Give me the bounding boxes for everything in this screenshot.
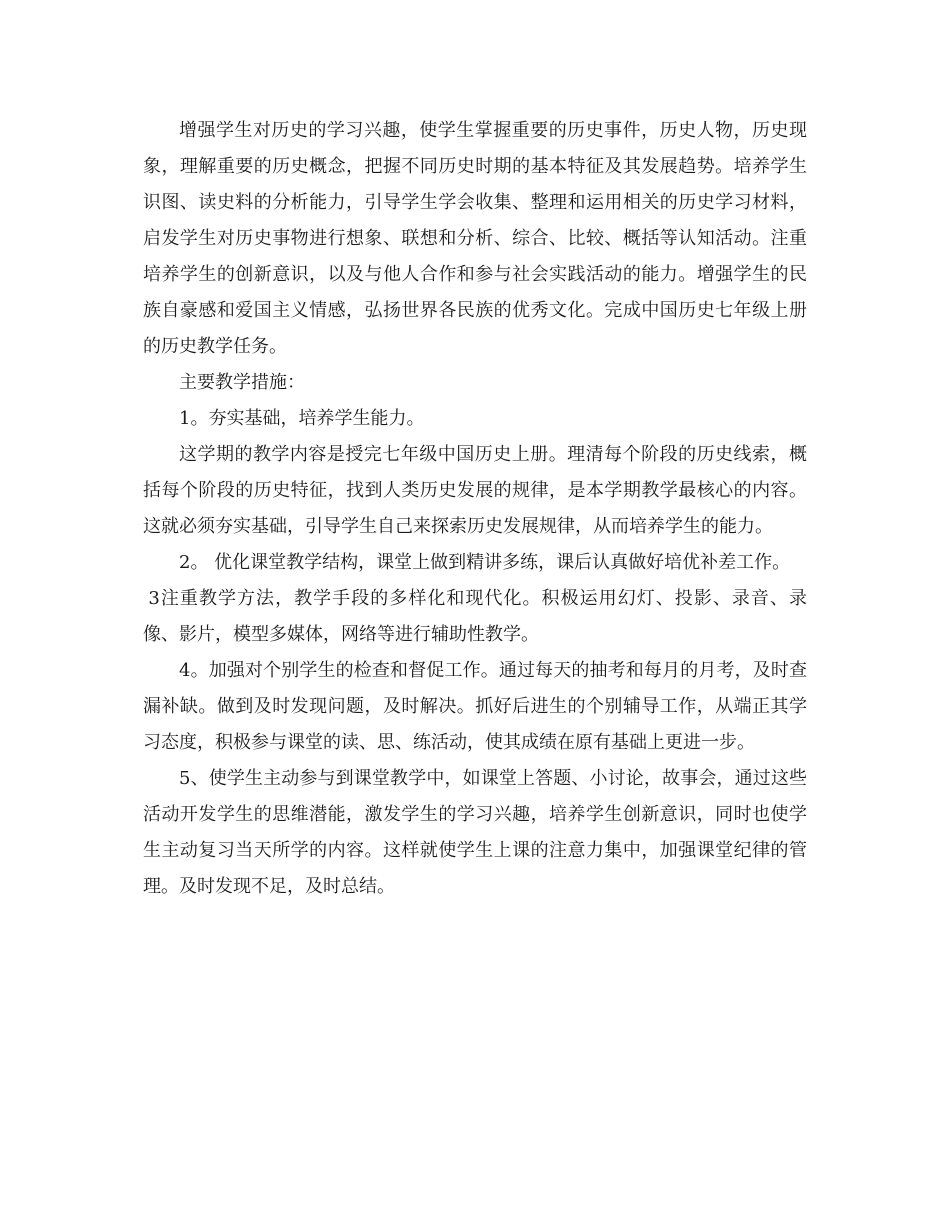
paragraph-measure-5: 5、使学生主动参与到课堂教学中，如课堂上答题、小讨论，故事会，通过这些活动开发学生的思维潜能，激发学生的学习兴趣，培养学生创新意识，同时也使学生主动复习当天所学的内容。这样就使学生上课的注意力集中，加强课堂纪律的管理。及时发现不足，及时总结。	[143, 768, 807, 897]
paragraph-measure-2: 2。 优化课堂教学结构，课堂上做到精讲多练，课后认真做好培优补差工作。	[179, 552, 791, 573]
paragraph-measure-1-title: 1。夯实基础，培养学生能力。	[179, 408, 425, 429]
paragraph-measure-3: 3注重教学方法，教学手段的多样化和现代化。积极运用幻灯、投影、录音、录像、影片，模型多媒体，网络等进行辅助性教学。	[143, 588, 807, 645]
paragraph-measure-4: 4。加强对个别学生的检查和督促工作。通过每天的抽考和每月的月考，及时查漏补缺。做到及时发现问题，及时解决。抓好后进生的个别辅导工作，从端正其学习态度，积极参与课堂的读、思、练活动，使其成绩在原有基础上更进一步。	[143, 660, 807, 753]
paragraph-measure-1-body: 这学期的教学内容是授完七年级中国历史上册。理清每个阶段的历史线索，概括每个阶段的历史特征，找到人类历史发展的规律，是本学期教学最核心的内容。这就必须夯实基础，引导学生自己来探索历史发展规律，从而培养学生的能力。	[143, 444, 807, 537]
paragraph-goals: 增强学生对历史的学习兴趣，使学生掌握重要的历史事件，历史人物，历史现象，理解重要的历史概念，把握不同历史时期的基本特征及其发展趋势。培养学生识图、读史料的分析能力，引导学生学会收集、整理和运用相关的历史学习材料，启发学生对历史事物进行想象、联想和分析、综合、比较、概括等认知活动。注重培养学生的创新意识，以及与他人合作和参与社会实践活动的能力。增强学生的民族自豪感和爱国主义情感，弘扬世界各民族的优秀文化。完成中国历史七年级上册的历史教学任务。	[143, 120, 807, 357]
document-body	[143, 113, 807, 905]
paragraph-measures-heading: 主要教学措施：	[179, 372, 305, 393]
